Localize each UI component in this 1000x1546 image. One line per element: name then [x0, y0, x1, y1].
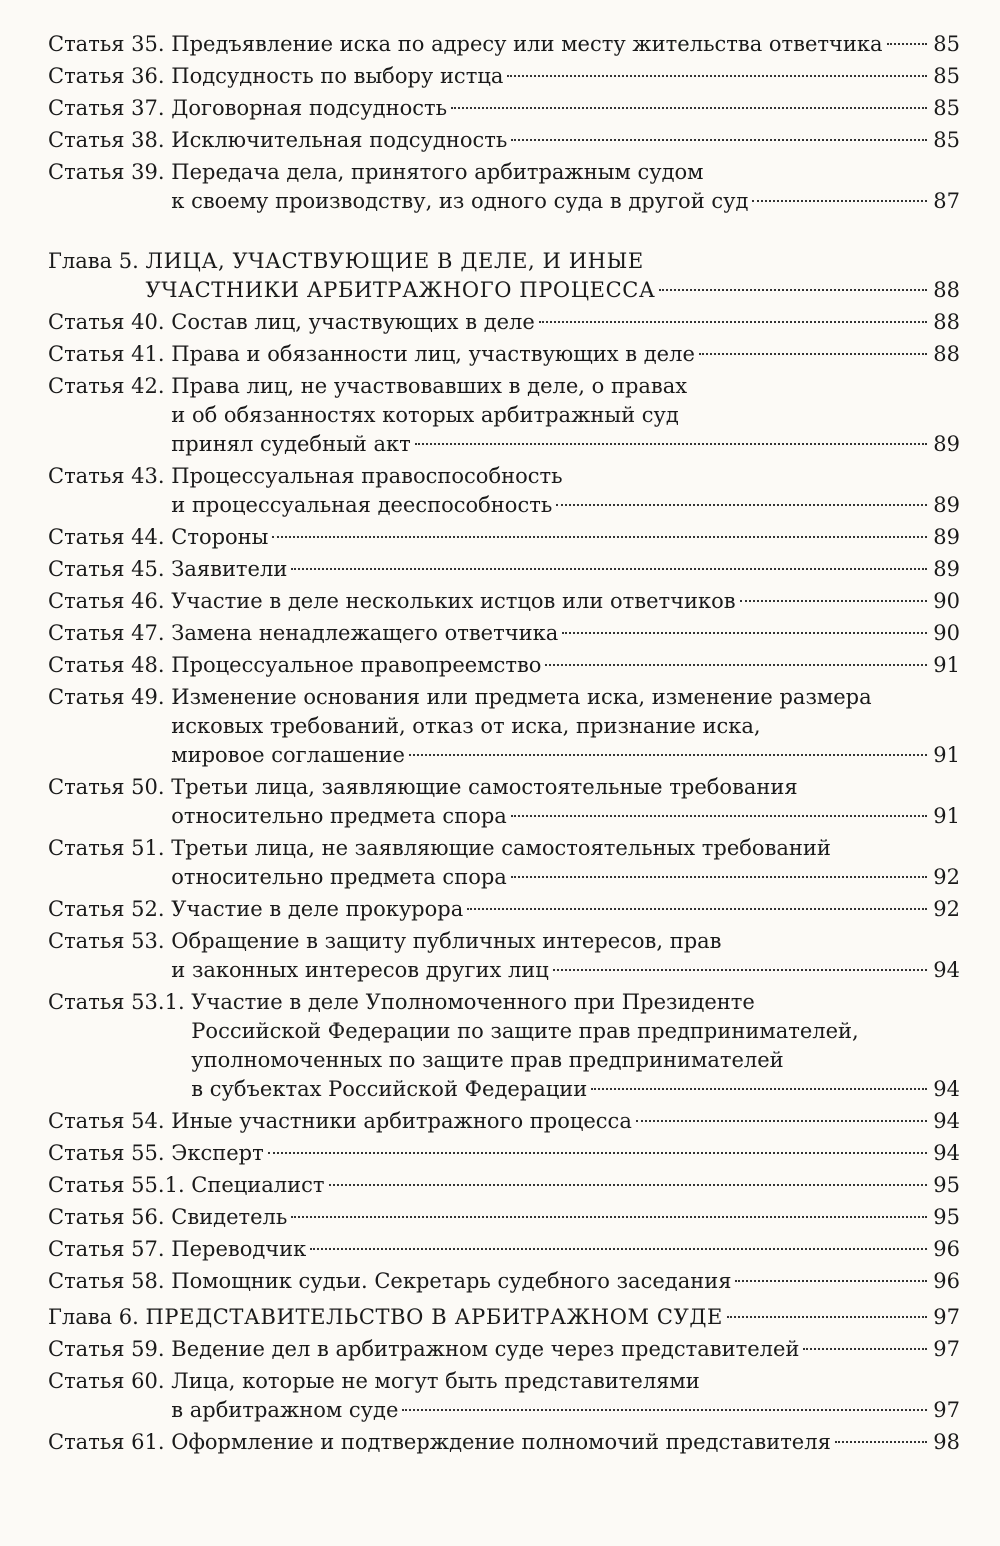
toc-article-entry[interactable]	[48, 30, 960, 59]
article-number: Статья 47.	[48, 621, 172, 645]
page-number: 90	[933, 621, 960, 645]
dot-leader	[591, 1088, 927, 1090]
entry-title-line: Договорная подсудность	[171, 96, 448, 120]
toc-article-entry[interactable]	[48, 555, 960, 584]
entry-title-line: в субъектах Российской Федерации	[191, 1077, 588, 1101]
toc-article-entry[interactable]	[48, 1367, 960, 1425]
article-number: Статья 61.	[48, 1430, 172, 1454]
dot-leader	[268, 1152, 927, 1154]
page-number: 94	[933, 1077, 960, 1101]
dot-leader	[740, 600, 927, 602]
dot-leader	[727, 1316, 927, 1318]
entry-title-line: исковых требований, отказ от иска, признание иска,	[171, 714, 761, 738]
dot-leader	[415, 443, 927, 445]
page-number: 91	[933, 743, 960, 767]
page-number: 88	[933, 342, 960, 366]
dot-leader	[553, 969, 927, 971]
entry-title-line: ЛИЦА, УЧАСТВУЮЩИЕ В ДЕЛЕ, И ИНЫЕ	[145, 249, 644, 273]
page-number: 91	[933, 653, 960, 677]
entry-title-line: к своему производству, из одного суда в другой суд	[171, 189, 749, 213]
toc-article-entry[interactable]	[48, 372, 960, 459]
page-number: 90	[933, 589, 960, 613]
toc-block-chapter5	[48, 247, 960, 1299]
article-number: Статья 53.	[48, 929, 172, 953]
article-number: Статья 56.	[48, 1205, 172, 1229]
dot-leader	[291, 1216, 927, 1218]
entry-title-line: Права лиц, не участвовавших в деле, о правах	[171, 374, 688, 398]
article-number: Статья 58.	[48, 1269, 172, 1293]
dot-leader	[511, 815, 927, 817]
toc-article-entry[interactable]	[48, 158, 960, 216]
toc-article-entry[interactable]	[48, 988, 960, 1104]
page-number: 88	[933, 310, 960, 334]
toc-article-entry[interactable]	[48, 1139, 960, 1168]
entry-title-line: Обращение в защиту публичных интересов, прав	[171, 929, 722, 953]
article-number: Статья 52.	[48, 897, 172, 921]
article-number: Статья 44.	[48, 525, 172, 549]
page-number: 95	[933, 1205, 960, 1229]
entry-title-line: Подсудность по выбору истца	[171, 64, 504, 88]
entry-title-line: Предъявление иска по адресу или месту жительства ответчика	[171, 32, 883, 56]
entry-title-line: Помощник судьи. Секретарь судебного заседания	[171, 1269, 732, 1293]
dot-leader	[539, 321, 927, 323]
dot-leader	[699, 353, 927, 355]
dot-leader	[329, 1184, 927, 1186]
entry-title-line: Российской Федерации по защите прав предпринимателей,	[191, 1019, 859, 1043]
toc-article-entry[interactable]	[48, 773, 960, 831]
dot-leader	[511, 139, 927, 141]
article-number: Статья 42.	[48, 374, 172, 398]
page-number: 85	[933, 96, 960, 120]
entry-title-line: Изменение основания или предмета иска, изменение размера	[171, 685, 872, 709]
article-number: Статья 49.	[48, 685, 172, 709]
dot-leader	[451, 107, 927, 109]
page-number: 85	[933, 64, 960, 88]
entry-title-line: Передача дела, принятого арбитражным судом	[171, 160, 704, 184]
page-number: 98	[933, 1430, 960, 1454]
entry-title-line: Третьи лица, заявляющие самостоятельные требования	[171, 775, 798, 799]
entry-title-line: Замена ненадлежащего ответчика	[171, 621, 559, 645]
article-number: Статья 54.	[48, 1109, 172, 1133]
entry-title-line: Переводчик	[171, 1237, 307, 1261]
page-number: 92	[933, 897, 960, 921]
entry-title-line: Специалист	[191, 1173, 325, 1197]
dot-leader	[272, 536, 927, 538]
dot-leader	[636, 1120, 927, 1122]
page-number: 91	[933, 804, 960, 828]
entry-title-line: в арбитражном суде	[171, 1398, 399, 1422]
entry-title-line: уполномоченных по защите прав предпринимателей	[191, 1048, 784, 1072]
page-number: 95	[933, 1173, 960, 1197]
entry-title-line: Стороны	[171, 525, 269, 549]
toc-block-chapter6	[48, 1303, 960, 1460]
toc-article-entry[interactable]	[48, 62, 960, 91]
article-number: Статья 55.	[48, 1141, 172, 1165]
dot-leader	[556, 504, 927, 506]
toc-chapter-entry[interactable]	[48, 247, 960, 305]
dot-leader	[803, 1348, 927, 1350]
page-number: 85	[933, 128, 960, 152]
page-number: 87	[933, 189, 960, 213]
article-number: Статья 55.1.	[48, 1173, 192, 1197]
page-number: 94	[933, 1141, 960, 1165]
article-number: Статья 59.	[48, 1337, 172, 1361]
dot-leader	[887, 43, 927, 45]
entry-title-line: и процессуальная дееспособность	[171, 493, 553, 517]
toc-block-chapter4-tail	[48, 30, 960, 219]
entry-title-line: Оформление и подтверждение полномочий представителя	[171, 1430, 831, 1454]
page-number: 96	[933, 1269, 960, 1293]
article-number: Статья 38.	[48, 128, 172, 152]
page-number: 96	[933, 1237, 960, 1261]
entry-title-line: мировое соглашение	[171, 743, 405, 767]
toc-article-entry[interactable]	[48, 1235, 960, 1264]
toc-article-entry[interactable]	[48, 1267, 960, 1296]
page-number: 89	[933, 493, 960, 517]
page-number: 97	[933, 1305, 960, 1329]
toc-article-entry[interactable]	[48, 651, 960, 680]
entry-title-line: УЧАСТНИКИ АРБИТРАЖНОГО ПРОЦЕССА	[145, 278, 656, 302]
page-number: 89	[933, 432, 960, 456]
entry-title-line: Участие в деле нескольких истцов или ответчиков	[171, 589, 736, 613]
dot-leader	[310, 1248, 927, 1250]
article-number: Статья 41.	[48, 342, 172, 366]
toc-article-entry[interactable]	[48, 834, 960, 892]
entry-title-line: принял судебный акт	[171, 432, 411, 456]
page-number: 88	[933, 278, 960, 302]
toc-article-entry[interactable]	[48, 1428, 960, 1457]
article-number: Статья 39.	[48, 160, 172, 184]
toc-article-entry[interactable]	[48, 523, 960, 552]
page-number: 94	[933, 1109, 960, 1133]
dot-leader	[835, 1441, 927, 1443]
article-number: Статья 36.	[48, 64, 172, 88]
dot-leader	[735, 1280, 927, 1282]
entry-title-line: Иные участники арбитражного процесса	[171, 1109, 632, 1133]
toc-article-entry[interactable]	[48, 587, 960, 616]
toc-article-entry[interactable]	[48, 619, 960, 648]
entry-title-line: Процессуальное правопреемство	[171, 653, 542, 677]
page-number: 97	[933, 1398, 960, 1422]
entry-title-line: Участие в деле прокурора	[171, 897, 464, 921]
dot-leader	[291, 568, 927, 570]
article-number: Статья 60.	[48, 1369, 172, 1393]
entry-title-line: Эксперт	[171, 1141, 264, 1165]
article-number: Статья 53.1.	[48, 990, 192, 1014]
toc-article-entry[interactable]	[48, 927, 960, 985]
dot-leader	[562, 632, 927, 634]
toc-article-entry[interactable]	[48, 1171, 960, 1200]
chapter-number: Глава 5.	[48, 249, 146, 273]
entry-title-line: Исключительная подсудность	[171, 128, 508, 152]
chapter-number: Глава 6.	[48, 1305, 146, 1329]
entry-title-line: и законных интересов других лиц	[171, 958, 549, 982]
toc-article-entry[interactable]	[48, 462, 960, 520]
entry-title-line: Третьи лица, не заявляющие самостоятельных требований	[171, 836, 831, 860]
entry-title-line: Участие в деле Уполномоченного при Президенте	[191, 990, 755, 1014]
page-number: 89	[933, 525, 960, 549]
toc-article-entry[interactable]	[48, 308, 960, 337]
toc-article-entry[interactable]	[48, 895, 960, 924]
article-number: Статья 35.	[48, 32, 172, 56]
toc-article-entry[interactable]	[48, 1107, 960, 1136]
toc-article-entry[interactable]	[48, 94, 960, 123]
article-number: Статья 51.	[48, 836, 172, 860]
article-number: Статья 46.	[48, 589, 172, 613]
article-number: Статья 43.	[48, 464, 172, 488]
entry-title-line: Состав лиц, участвующих в деле	[171, 310, 535, 334]
page-number: 85	[933, 32, 960, 56]
article-number: Статья 37.	[48, 96, 172, 120]
entry-title-line: Права и обязанности лиц, участвующих в деле	[171, 342, 695, 366]
article-number: Статья 50.	[48, 775, 172, 799]
toc-article-entry[interactable]	[48, 1203, 960, 1232]
page-number: 97	[933, 1337, 960, 1361]
dot-leader	[659, 289, 927, 291]
dot-leader	[409, 754, 927, 756]
page-number: 94	[933, 958, 960, 982]
entry-title-line: Свидетель	[171, 1205, 288, 1229]
toc-article-entry[interactable]	[48, 1335, 960, 1364]
entry-title-line: относительно предмета спора	[171, 865, 507, 889]
article-number: Статья 48.	[48, 653, 172, 677]
dot-leader	[467, 908, 927, 910]
dot-leader	[402, 1409, 927, 1411]
entry-title-line: Лица, которые не могут быть представителями	[171, 1369, 700, 1393]
article-number: Статья 40.	[48, 310, 172, 334]
article-number: Статья 57.	[48, 1237, 172, 1261]
toc-article-entry[interactable]	[48, 340, 960, 369]
dot-leader	[511, 876, 927, 878]
toc-article-entry[interactable]	[48, 683, 960, 770]
dot-leader	[507, 75, 927, 77]
page-number: 92	[933, 865, 960, 889]
dot-leader	[752, 200, 927, 202]
toc-chapter-entry[interactable]	[48, 1303, 960, 1332]
entry-title-line: Заявители	[171, 557, 288, 581]
toc-article-entry[interactable]	[48, 126, 960, 155]
page-number: 89	[933, 557, 960, 581]
entry-title-line: ПРЕДСТАВИТЕЛЬСТВО В АРБИТРАЖНОМ СУДЕ	[145, 1305, 723, 1329]
entry-title-line: относительно предмета спора	[171, 804, 507, 828]
article-number: Статья 45.	[48, 557, 172, 581]
entry-title-line: и об обязанностях которых арбитражный суд	[171, 403, 679, 427]
dot-leader	[545, 664, 927, 666]
entry-title-line: Процессуальная правоспособность	[171, 464, 563, 488]
entry-title-line: Ведение дел в арбитражном суде через представителей	[171, 1337, 800, 1361]
